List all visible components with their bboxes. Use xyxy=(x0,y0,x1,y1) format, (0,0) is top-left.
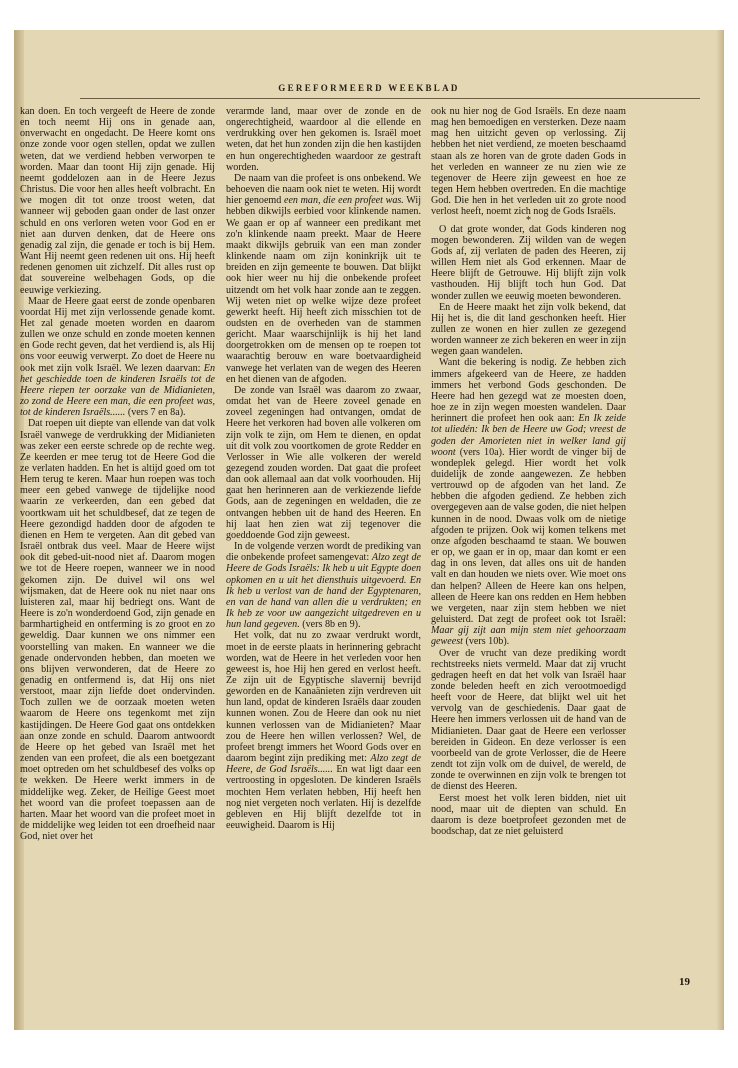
paragraph: O dat grote wonder, dat Gods kinderen nog mogen bewonderen. Zij wilden van de wegen Gods af, zij verlaten de paden des Heeren, zij willen Hem niet als God erkennen. Maar de Heere blijft de Getrouwe. Hij blijft zijn volk vasthouden. Hij blijft toch hun God. Dat wonder zullen we eeuwig moeten bewonderen. xyxy=(431,223,626,302)
paragraph xyxy=(431,357,626,647)
scripture-quote: Alzo zegt de Heere, de God Israëls...... xyxy=(226,753,421,776)
paragraph xyxy=(226,541,421,630)
paragraph: Over de vrucht van deze prediking wordt rechtstreeks niets vermeld. Maar dat zij vrucht gedragen heeft en dat het volk van Israël haar zonde beleden heeft en zich verootmoedigd heeft voor de Heere, dat blijkt wel uit het vervolg van de geschiedenis. Daar gaat de Heere hen immers verlossen uit de hand van de Midianieten. Daar gaat de Heere een verlosser bereiden in Gideon. En deze verlosser is een voorbeeld van de grote Verlosser, die de Heere zendt tot zijn volk om de duivel, de wereld, de zonde te overwinnen en zijn volk te brengen tot de dienst des Heeren. xyxy=(431,647,626,793)
paragraph-text: Maar de Heere gaat eerst de zonde openbaren voordat Hij met zijn verlossende genade komt. Het zal genade moeten worden en daarom zullen we onze schuld en zonde moeten kennen en Gode recht geven, dat het verdiend is, als Hij ons voor eeuwig verwerpt. Zo doet de Heere nu ook met zijn volk Israël. We lezen daarvan: xyxy=(20,295,215,374)
running-header: GEREFORMEERD WEEKBLAD xyxy=(278,83,460,93)
paragraph xyxy=(226,173,421,385)
scripture-quote: En het geschiedde toen de kinderen Israëls tot de Heere riepen ter oorzake van de Midianieten, zo zond de Heere een man, die een profeet was, tot de kinderen Israëls...... xyxy=(20,362,215,419)
paragraph: verarmde land, maar over de zonde en de ongerechtigheid, waardoor al die ellende en verdrukking over hen gekomen is. Israël moet weten, dat het hun zonden zijn die hen kastijden en hun ongerechtigheden waardoor ze gestraft worden. xyxy=(226,106,421,173)
scripture-quote: Maar gij zijt aan mijn stem niet gehoorzaam geweest xyxy=(431,625,626,648)
header-rule xyxy=(80,98,700,99)
column-left xyxy=(20,106,215,976)
verse-reference: (vers 7 en 8a). xyxy=(127,407,186,419)
verse-reference: (vers 10a). xyxy=(459,446,505,458)
paragraph-text: Want die bekering is nodig. Ze hebben zich immers afgekeerd van de Heere, ze hadden immers het verbond Gods geschonden. De Heere had hen gezegd wat ze moesten doen, hoe ze in zijn wegen moesten wandelen. Daar herinnert die profeet hen ook aan: xyxy=(431,357,626,425)
paragraph xyxy=(226,630,421,831)
verse-reference: (vers 10b). xyxy=(465,636,510,648)
scripture-quote: En Ik zeide tot uliedén: Ik ben de Heere uw God; vreest de goden der Amorieten niet in welker land gij woont xyxy=(431,413,626,458)
paragraph: kan doen. En toch vergeeft de Heere de zonde en toch neemt Hij ons in genade aan, onverwacht en ongedacht. De Heere komt ons onze zonde voor ogen stellen, opdat we zullen weten, dat we verdiend hebben verworpen te worden. Maar dan toont Hij zijn genade. Hij neemt goddelozen aan in de Heere Jezus Christus. Die voor hen alles heeft volbracht. En we mogen dit tot onze troost weten, dat wanneer wij geboden gaan onder de last onzer schuld en ons verloren weten voor God en er niet aan durven denken, dat de Heere ons genadig zal zijn, die genade er toch is bij Hem. Want Hij neemt geen redenen uit ons. Hij heeft redenen genomen uit zichzelf. Dit alles rust op dat souvereine welbehagen Gods, op die eeuwige verkiezing. xyxy=(20,106,215,296)
paragraph: Dat roepen uit diepte van ellende van dat volk Israël vanwege de verdrukking der Midianieten was zeker een eerste schrede op de rechte weg. Ze keerden er mee terug tot de Heere God die ze verlaten hadden. En het is altijd goed om tot Hem terug te keren. Maar hun roepen was toch meer een gebed vanwege de tijdelijke nood waarin ze verkeerden, dan een gebed dat voortkwam uit het schuldbesef, dat ze tegen de Heere gezondigd hadden door de afgoden te dienen en Hem te vergeten. Aan dit gebed van Israël ontbrak dus veel. Maar de Heere wijst ook dit gebed-uit-nood niet af. Daarom mogen we tot de Heere roepen, wanneer we in nood gekomen zijn. De duivel wil ons wel wijsmaken, dat de Heere ook nu niet naar ons luisteren zal, maar hij bedriegt ons. Want de Heere is zo'n wonderdoend God, zijn genade en barmhartigheid en ontferming is zo groot en zo geweldig. Daar kunnen we ons nimmer een voorstelling van maken. En wanneer we die genade ondervonden hebben, dan moeten we ons blijven verwonderen, dat de Heere zo genadig en ontfermend is, dat Hij ons niet verstoot, maar zijn liefde doet ondervinden. Toch zullen we de oorzaak moeten weten waarom de Heere ons tegenkomt met zijn kastijdingen. De Heere God gaat ons ontdekken aan onze zonde en schuld. Daarom antwoordt de Heere op het gebed van Israël met het zenden van een profeet, die als een boetgezant moet optreden om het schuldbesef des volks op te wekken. De Heere werkt immers in de middelijke weg. Zeker, de Heilige Geest moet het woord van die profeet toepassen aan de harten. Maar het woord van die profeet moet in de middelijke weg leiden tot een droefheid naar God, niet over het xyxy=(20,418,215,843)
column-middle xyxy=(226,106,421,976)
paragraph: En de Heere maakt het zijn volk bekend, dat Hij het is, die dit land geschonken heeft. Hier zullen ze wonen en hier zullen ze gezegend worden wanneer ze zich bekeren en weer in zijn wegen gaan wandelen. xyxy=(431,301,626,358)
paragraph: De zonde van Israël was daarom zo zwaar, omdat het van de Heere zoveel genade en zoveel zegeningen had ontvangen, omdat de Heere het verkoren had boven alle volkeren om zijn volk te zijn, om Hem te dienen, en opdat uit dit volk zou voortkomen de grote Redder en Verlosser in Wie alle volkeren der wereld gezegend zouden worden. Dat gaat die profeet dan ook allemaal aan dat volk voorhouden. Hij gaat hen herinneren aan de verkiezende liefde Gods, aan de zegeningen en weldaden, die ze ontvangen hebben uit de hand des Heeren. En hij laat hen zien wat zij tegenover die goeddoende God zijn geweest. xyxy=(226,384,421,541)
paragraph xyxy=(20,296,215,419)
verse-reference: (vers 8b en 9). xyxy=(302,619,361,631)
paragraph: ook nu hier nog de God Israëls. En deze naam mag hen bemoedigen en versterken. Deze naam mag hen uitzicht geven op verlossing. Zij hebben het niet verdiend, ze moeten beschaamd staan als ze horen van de grote daden Gods in het verleden en wanneer ze nu zien wie ze tegenover de Heere zijn geweest en hoe ze tegen Hem hebben overtreden. En die machtige God. Die hen in het verleden uit zo grote nood verlost heeft, noemt zich nog de Gods Israëls. xyxy=(431,106,626,218)
column-right xyxy=(431,106,626,976)
paragraph-text: In de volgende verzen wordt de prediking van die onbekende profeet samengevat: xyxy=(226,541,421,564)
paragraph-text: Het volk, dat nu zo zwaar verdrukt wordt, moet in de eerste plaats in herinnering gebracht worden, wat de Heere in het verleden voor hen geweest is, hoe Hij hen gered en verlost heeft. Ze zijn uit de Egyptische slavernij bevrijd geworden en de Kanaänieten zijn verdreven uit hun land, opdat de kinderen Israëls daar zouden kunnen wonen. Zou de Heere dan ook nu niet kunnen verlossen van de Midianieten? Maar zou de Heere hen willen verlossen? Wel, de profeet brengt immers het Woord Gods over en daarom begint zijn prediking met: xyxy=(226,630,421,765)
section-separator: * xyxy=(525,214,532,226)
paragraph-text: En wat ligt daar een vertroosting in opgesloten. De kinderen Israëls mochten Hem verlaten hebben, Hij heeft hen nog niet vergeten noch verlaten. Hij is dezelfde gebleven en Hij blijft dezelfde tot in eeuwigheid. Daarom is Hij xyxy=(226,764,421,831)
paragraph-text: Hier wordt de vinger bij de wondeplek gelegd. Hier wordt het volk duidelijk de zonde aangewezen. Ze hebben vertrouwd op de afgoden van het land. Ze hebben die afgoden gediend. Ze hebben zich overgegeven aan de valse goden, die niet helpen kunnen in de nood. Dwaas volk om de nietige afgoden te prijzen. Ook wij komen telkens met onze afgoden beschaamd te staan. We bouwen er op, we gaan er in op, maar dan komt er een dag in ons leven, dat alles ons uit de handen valt en dan houden we niets over. Wie moet ons dan helpen? Alleen de Heere kan ons helpen, alleen de Heere kan ons redden en Hem hebben we vergeten, naar zijn stem hebben we niet geluisterd. Dat zegt de profeet ook tot Israël: xyxy=(431,446,626,626)
paragraph-text: Wij hebben dikwijls eerbied voor klinkende namen. We gaan er op af wanneer een predikant met zo'n klinkende naam preekt. Maar de Heere maakt dikwijls gebruik van een man zonder klinkende naam om zijn koninkrijk uit te breiden en zijn gemeente te bouwen. Dat blijkt ook hier weer nu hij die onbekende profeet uitzendt om het volk haar zonde aan te zeggen. Wij weten niet op welke wijze deze profeet gewerkt heeft. Hij heeft zich misschien tot de oudsten en de overheden van de stammen gericht. Maar waarschijnlijk is hij het land doorgetrokken om de mensen op te roepen tot waarachtig berouw en ware boetvaardigheid vanwege het verlaten van de wegen des Heeren en het dienen van de afgoden. xyxy=(226,195,421,385)
paragraph: Eerst moest het volk leren bidden, niet uit nood, maar uit de diepten van schuld. En daarom is deze boetprofeet gezonden met de boodschap, dat ze niet geluisterd xyxy=(431,792,626,837)
page-number: 19 xyxy=(679,976,690,988)
magazine-page xyxy=(14,30,724,1030)
scan-edge-right xyxy=(716,30,724,1030)
paragraph-text: De naam van die profeet is ons onbekend. We behoeven die naam ook niet te weten. Hij wordt hier genoemd xyxy=(226,172,421,207)
scripture-quote: een man, die een profeet was. xyxy=(283,195,404,207)
scripture-quote: Alzo zegt de Heere de Gods Israëls: Ik heb u uit Egypte doen opkomen en u uit het diensthuis uitgevoerd. En Ik heb u verlost van de hand der Egyptenaren, en van de hand van allen die u verdrukten; en Ik heb ze voor uw aangezicht uitgedreven en u hun land gegeven. xyxy=(226,552,421,631)
